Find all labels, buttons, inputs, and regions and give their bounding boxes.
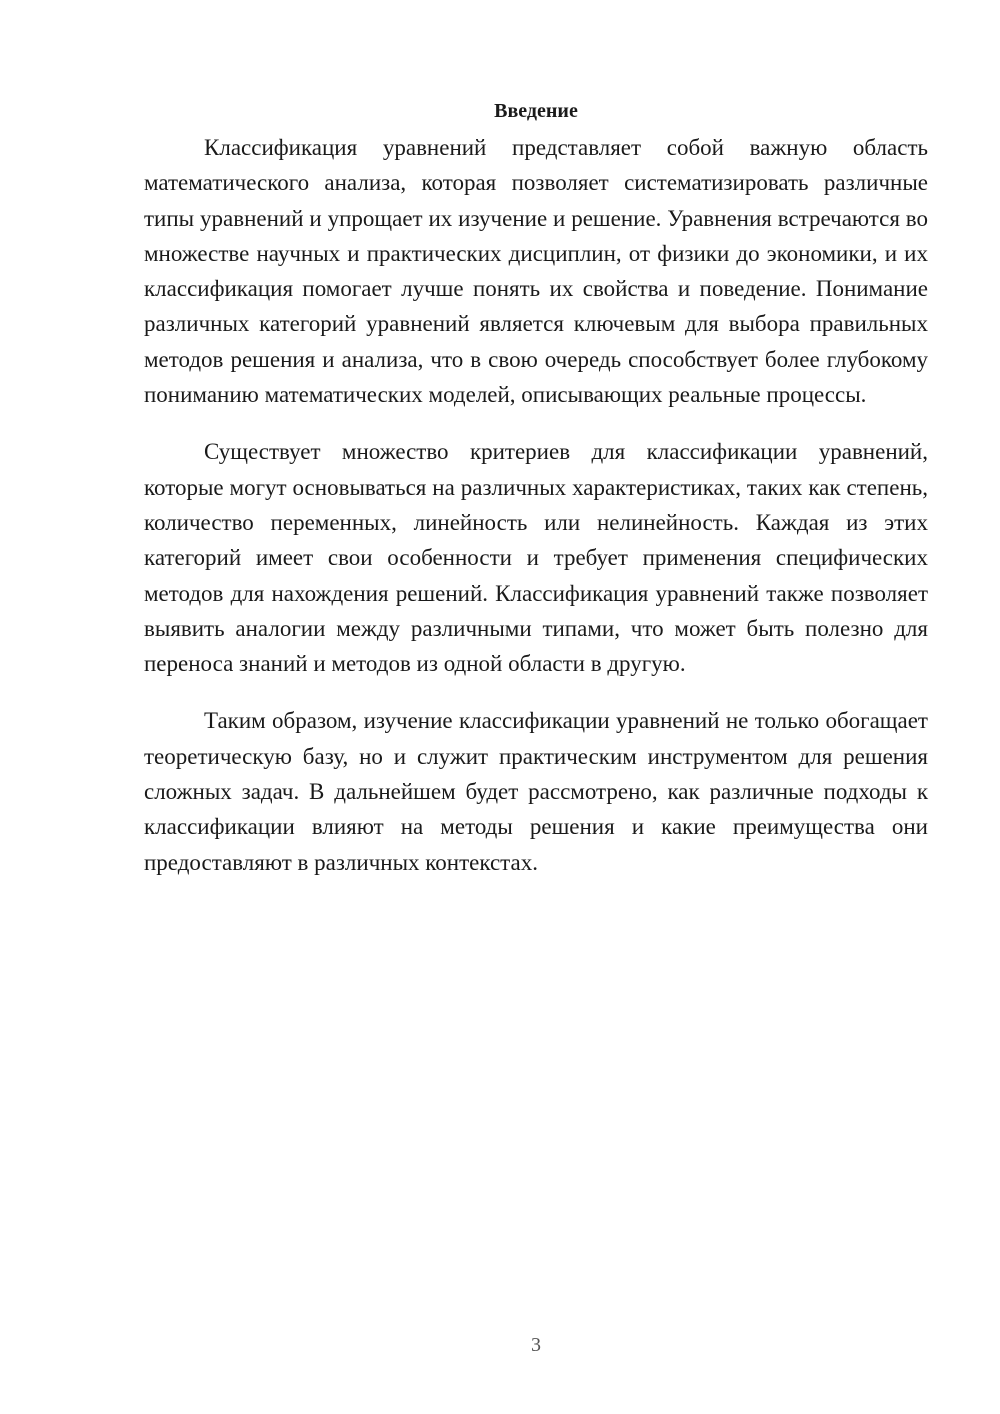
- paragraph-3: Таким образом, изучение классификации уравнений не только обогащает теоретическую базу, но и служит практическим инструментом для решения сложных задач. В дальнейшем будет рассмотрено, как различные подходы к классификации влияют на методы решения и какие преимущества они предоставляют в различных контекстах.: [144, 708, 928, 875]
- paragraph-2: Существует множество критериев для классификации уравнений, которые могут основываться на различных характеристиках, таких как степень, количество переменных, линейность или нелинейность. Каждая из этих категорий имеет свои особенности и требует применения специфических методов для нахождения решений. Классификация уравнений также позволяет выявить аналогии между различными типами, что может быть полезно для переноса знаний и методов из одной области в другую.: [144, 439, 928, 677]
- page-number: 3: [531, 1334, 541, 1356]
- page-content: [144, 96, 928, 880]
- section-title: Введение: [494, 100, 578, 122]
- paragraph-1: Классификация уравнений представляет собой важную область математического анализа, которая позволяет систематизировать различные типы уравнений и упрощает их изучение и решение. Уравнения встречаются во множестве научных и практических дисциплин, от физики до экономики, и их классификация помогает лучше понять их свойства и поведение. Понимание различных категорий уравнений является ключевым для выбора правильных методов решения и анализа, что в свою очередь способствует более глубокому пониманию математических моделей, описывающих реальные процессы.: [144, 135, 928, 408]
